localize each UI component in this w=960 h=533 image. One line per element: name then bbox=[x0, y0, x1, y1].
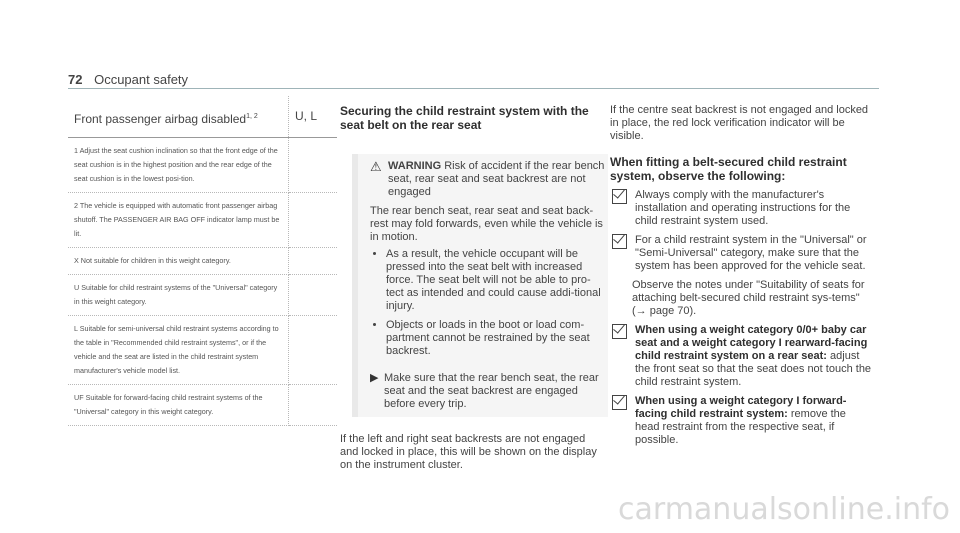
table-row bbox=[68, 138, 337, 193]
tip-row bbox=[370, 372, 608, 411]
list-item: • Objects or loads in the boot or load com-partment cannot be restrained by the seat backrest. bbox=[386, 319, 608, 358]
checklist-text: Always comply with the manufacturer's installation and operating instructions for the child restraint system used. bbox=[635, 189, 851, 227]
table-row bbox=[68, 193, 337, 248]
checklist-item bbox=[610, 324, 872, 389]
airbag-table bbox=[68, 96, 337, 426]
checkmark-icon bbox=[612, 395, 627, 410]
warning-text: Risk of accident if the rear bench seat, rear seat and seat backrest are not engaged bbox=[388, 160, 605, 198]
section-title: Occupant safety bbox=[94, 72, 189, 87]
header-divider bbox=[68, 88, 879, 89]
table-row bbox=[68, 275, 337, 316]
table-header-label: Front passenger airbag disabled$^{1, 2}$ bbox=[68, 96, 289, 138]
legend-l: L Suitable for semi-universal child restraint systems according to the table in "Recommended child restraint systems", or if the vehicle and the seat are listed in the child restraint system manufacturer's vehicle model list. bbox=[68, 316, 289, 385]
checklist-bold: When using a weight category I forward-facing child restraint system: bbox=[635, 395, 847, 420]
footnote-2: 2 The vehicle is equipped with automatic front passenger airbag shutoff. The PASSENGER AIR BAG OFF indicator lamp must be lit. bbox=[68, 193, 289, 248]
checkmark-icon bbox=[612, 234, 627, 249]
warning-box bbox=[352, 154, 608, 417]
table-row bbox=[68, 248, 337, 275]
table-header-row bbox=[68, 96, 337, 138]
suitability-note: Observe the notes under "Suitability of seats for attaching belt-secured child restraint sys-tems" (→ page 70). bbox=[632, 279, 865, 317]
watermark: carmanualsonline.info bbox=[618, 492, 950, 527]
subheading: When fitting a belt-secured child restraint system, observe the following: bbox=[610, 155, 847, 183]
warning-triangle-icon: ⚠ bbox=[370, 159, 382, 174]
checklist-item bbox=[610, 234, 872, 273]
header-footnote-refs: 1, 2 bbox=[246, 113, 258, 120]
table-row bbox=[68, 385, 337, 426]
checklist-item bbox=[610, 189, 872, 228]
table-row bbox=[68, 316, 337, 385]
checklist-text: For a child restraint system in the "Universal" or "Semi-Universal" category, make sure that the system has been approved for the vehicle seat. bbox=[635, 234, 867, 272]
cluster-paragraph: If the left and right seat backrests are not engaged and locked in place, this will be shown on the display on the instrument cluster. bbox=[340, 433, 597, 471]
checklist-text: adjust the front seat so that the seat does not touch the child restraint system. bbox=[635, 350, 872, 388]
arrow-right-icon: ▶ bbox=[370, 372, 379, 384]
section-heading: Securing the child restraint system with the seat belt on the rear seat bbox=[340, 104, 589, 132]
checklist-bold: When using a weight category 0/0+ baby car seat and a weight category I rearward-facing child restraint system on a rear seat: bbox=[635, 324, 868, 362]
warning-body: The rear bench seat, rear seat and seat back-rest may fold forwards, even while the vehicle is in motion. bbox=[370, 205, 603, 243]
tip-text: Make sure that the rear bench seat, the rear seat and the seat backrest are engaged before every trip. bbox=[384, 372, 599, 410]
right-column bbox=[610, 104, 872, 447]
intro-paragraph: If the centre seat backrest is not engaged and locked in place, the red lock verification indicator will be visible. bbox=[610, 104, 869, 142]
checkmark-icon bbox=[612, 189, 627, 204]
middle-column bbox=[340, 104, 605, 472]
warning-list bbox=[370, 248, 608, 358]
legend-uf: UF Suitable for forward-facing child restraint systems of the "Universal" category in this weight category. bbox=[68, 385, 289, 426]
legend-u: U Suitable for child restraint systems of the "Universal" category in this weight category. bbox=[68, 275, 289, 316]
table-header-value: U, L bbox=[289, 96, 338, 138]
checklist-text: remove the head restraint from the respective seat, if possible. bbox=[635, 408, 846, 446]
checklist-item bbox=[610, 395, 872, 447]
footnote-1: 1 Adjust the seat cushion inclination so that the front edge of the seat cushion is in the highest position and the rear edge of the seat cushion is in the lowest posi-tion. bbox=[68, 138, 289, 193]
page-number: 72 bbox=[68, 72, 83, 87]
checkmark-icon bbox=[612, 324, 627, 339]
list-item: • As a result, the vehicle occupant will be pressed into the seat belt with increased force. The seat belt will not be able to pro-tect as intended and could cause addi-tional injury. bbox=[386, 248, 608, 313]
warning-title: WARNING bbox=[388, 160, 442, 172]
legend-x: X Not suitable for children in this weight category. bbox=[68, 248, 289, 275]
page-header bbox=[68, 72, 188, 87]
